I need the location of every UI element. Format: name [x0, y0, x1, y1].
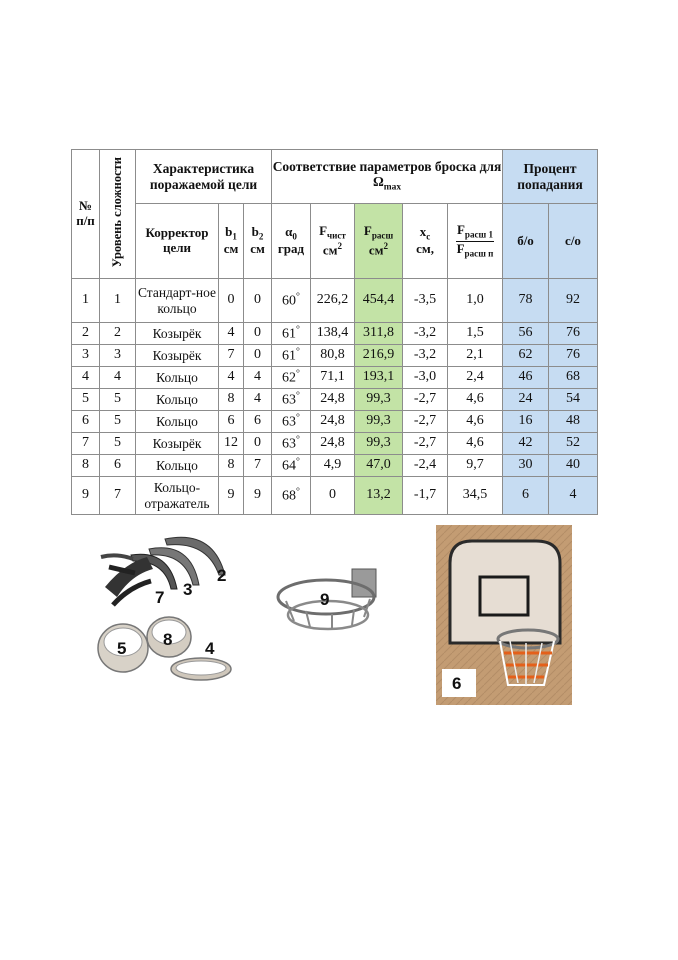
cell-b1: 8 — [219, 455, 244, 477]
cell-ratio: 2,4 — [448, 367, 503, 389]
cell-b1: 4 — [219, 323, 244, 345]
cell-n: 7 — [72, 433, 100, 455]
cell-so: 52 — [549, 433, 598, 455]
cell-so: 54 — [549, 389, 598, 411]
header-so: с/о — [549, 204, 598, 279]
header-b2: $b_2$ см — [244, 204, 272, 279]
table-row — [72, 345, 598, 367]
cell-ratio: 9,7 — [448, 455, 503, 477]
header-level: Уровень сложности — [100, 150, 136, 279]
table-row — [72, 477, 598, 515]
cell-corr: Стандарт-ное кольцо — [136, 279, 219, 323]
cell-corr: Кольцо — [136, 455, 219, 477]
figure-label-7: 7 — [155, 588, 165, 607]
cell-b2: 0 — [244, 433, 272, 455]
cell-xc: -3,2 — [403, 345, 448, 367]
cell-b2: 7 — [244, 455, 272, 477]
cell-ratio: 1,5 — [448, 323, 503, 345]
cell-so: 48 — [549, 411, 598, 433]
figure-label-6: 6 — [452, 674, 462, 693]
cell-bo: 42 — [503, 433, 549, 455]
table-row — [72, 323, 598, 345]
cell-lvl: 5 — [100, 433, 136, 455]
cell-n: 2 — [72, 323, 100, 345]
cell-bo: 16 — [503, 411, 549, 433]
cell-fr: 99,3 — [355, 389, 403, 411]
cell-so: 40 — [549, 455, 598, 477]
cell-corr: Кольцо-отражатель — [136, 477, 219, 515]
cell-bo: 56 — [503, 323, 549, 345]
cell-xc: -2,7 — [403, 433, 448, 455]
header-corrector: Корректор цели — [136, 204, 219, 279]
figure-label-3: 3 — [183, 580, 193, 599]
cell-a: 63° — [272, 389, 311, 411]
cell-n: 8 — [72, 455, 100, 477]
cell-fc: 24,8 — [311, 411, 355, 433]
cell-corr: Кольцо — [136, 389, 219, 411]
cell-b2: 6 — [244, 411, 272, 433]
cell-lvl: 2 — [100, 323, 136, 345]
backboard-photo — [436, 525, 572, 705]
cell-a: 63° — [272, 411, 311, 433]
header-b1: $b_1$ см — [219, 204, 244, 279]
cell-bo: 62 — [503, 345, 549, 367]
cell-a: 62° — [272, 367, 311, 389]
header-f-clean: $F_{чист}$ $см^2$ — [311, 204, 355, 279]
figure-label-4: 4 — [205, 639, 215, 658]
cell-n: 4 — [72, 367, 100, 389]
cell-fr: 193,1 — [355, 367, 403, 389]
cell-xc: -2,4 — [403, 455, 448, 477]
cell-lvl: 3 — [100, 345, 136, 367]
cell-fr: 311,8 — [355, 323, 403, 345]
cell-lvl: 5 — [100, 411, 136, 433]
hoop-reflector-figure — [272, 565, 387, 640]
cell-a: 63° — [272, 433, 311, 455]
cell-b2: 0 — [244, 323, 272, 345]
cell-fc: 138,4 — [311, 323, 355, 345]
cell-so: 76 — [549, 323, 598, 345]
cell-corr: Кольцо — [136, 367, 219, 389]
cell-b1: 8 — [219, 389, 244, 411]
results-table — [71, 149, 598, 515]
visor-correctors-figure — [95, 527, 240, 617]
cell-b2: 9 — [244, 477, 272, 515]
figure-label-8: 8 — [163, 630, 173, 649]
cell-n: 1 — [72, 279, 100, 323]
cell-bo: 24 — [503, 389, 549, 411]
cell-lvl: 7 — [100, 477, 136, 515]
cell-n: 6 — [72, 411, 100, 433]
cell-bo: 30 — [503, 455, 549, 477]
table-row — [72, 433, 598, 455]
cell-b2: 0 — [244, 345, 272, 367]
cell-lvl: 6 — [100, 455, 136, 477]
cell-n: 9 — [72, 477, 100, 515]
cell-fc: 4,9 — [311, 455, 355, 477]
cell-a: 61° — [272, 345, 311, 367]
cell-fr: 47,0 — [355, 455, 403, 477]
cell-ratio: 4,6 — [448, 433, 503, 455]
cell-bo: 6 — [503, 477, 549, 515]
cell-a: 64° — [272, 455, 311, 477]
figure-label-5: 5 — [117, 639, 127, 658]
cell-b2: 4 — [244, 389, 272, 411]
cell-b1: 6 — [219, 411, 244, 433]
cell-fr: 216,9 — [355, 345, 403, 367]
cell-lvl: 5 — [100, 389, 136, 411]
cell-fc: 71,1 — [311, 367, 355, 389]
header-alpha: $\alpha_0$ град — [272, 204, 311, 279]
cell-ratio: 4,6 — [448, 411, 503, 433]
ring-correctors-figure — [93, 612, 243, 687]
header-xc: $x_c$ см, — [403, 204, 448, 279]
cell-ratio: 4,6 — [448, 389, 503, 411]
table-row — [72, 455, 598, 477]
header-params: Соответствие параметров броска для $\Omega_{max}$ — [272, 150, 503, 204]
header-ratio: $\frac{F_{расш 1}}{F_{расш п}}$ — [448, 204, 503, 279]
cell-fc: 0 — [311, 477, 355, 515]
header-target: Характеристика поражаемой цели — [136, 150, 272, 204]
header-f-calc: $F_{расш}$ $см^2$ — [355, 204, 403, 279]
table-row — [72, 367, 598, 389]
cell-ratio: 34,5 — [448, 477, 503, 515]
header-percent: Процент попадания — [503, 150, 598, 204]
cell-b2: 4 — [244, 367, 272, 389]
cell-bo: 78 — [503, 279, 549, 323]
cell-so: 76 — [549, 345, 598, 367]
cell-lvl: 1 — [100, 279, 136, 323]
cell-fc: 80,8 — [311, 345, 355, 367]
cell-fr: 454,4 — [355, 279, 403, 323]
cell-xc: -3,5 — [403, 279, 448, 323]
cell-b1: 7 — [219, 345, 244, 367]
figure-label-2: 2 — [217, 566, 227, 585]
header-bo: б/о — [503, 204, 549, 279]
cell-corr: Козырёк — [136, 345, 219, 367]
cell-ratio: 1,0 — [448, 279, 503, 323]
table-row — [72, 411, 598, 433]
cell-fc: 24,8 — [311, 433, 355, 455]
cell-xc: -3,2 — [403, 323, 448, 345]
cell-a: 60° — [272, 279, 311, 323]
cell-a: 68° — [272, 477, 311, 515]
cell-so: 92 — [549, 279, 598, 323]
header-num: № п/п — [72, 150, 100, 279]
cell-n: 5 — [72, 389, 100, 411]
cell-xc: -3,0 — [403, 367, 448, 389]
cell-b2: 0 — [244, 279, 272, 323]
cell-so: 68 — [549, 367, 598, 389]
cell-lvl: 4 — [100, 367, 136, 389]
cell-ratio: 2,1 — [448, 345, 503, 367]
cell-corr: Кольцо — [136, 411, 219, 433]
cell-so: 4 — [549, 477, 598, 515]
cell-xc: -2,7 — [403, 389, 448, 411]
cell-corr: Козырёк — [136, 433, 219, 455]
cell-fr: 99,3 — [355, 411, 403, 433]
cell-xc: -2,7 — [403, 411, 448, 433]
cell-b1: 4 — [219, 367, 244, 389]
table-row — [72, 389, 598, 411]
cell-fr: 99,3 — [355, 433, 403, 455]
cell-fc: 24,8 — [311, 389, 355, 411]
cell-bo: 46 — [503, 367, 549, 389]
table-row — [72, 279, 598, 323]
cell-fr: 13,2 — [355, 477, 403, 515]
cell-fc: 226,2 — [311, 279, 355, 323]
cell-corr: Козырёк — [136, 323, 219, 345]
cell-a: 61° — [272, 323, 311, 345]
cell-xc: -1,7 — [403, 477, 448, 515]
cell-b1: 12 — [219, 433, 244, 455]
figure-label-9: 9 — [320, 590, 330, 609]
cell-b1: 9 — [219, 477, 244, 515]
cell-b1: 0 — [219, 279, 244, 323]
cell-n: 3 — [72, 345, 100, 367]
